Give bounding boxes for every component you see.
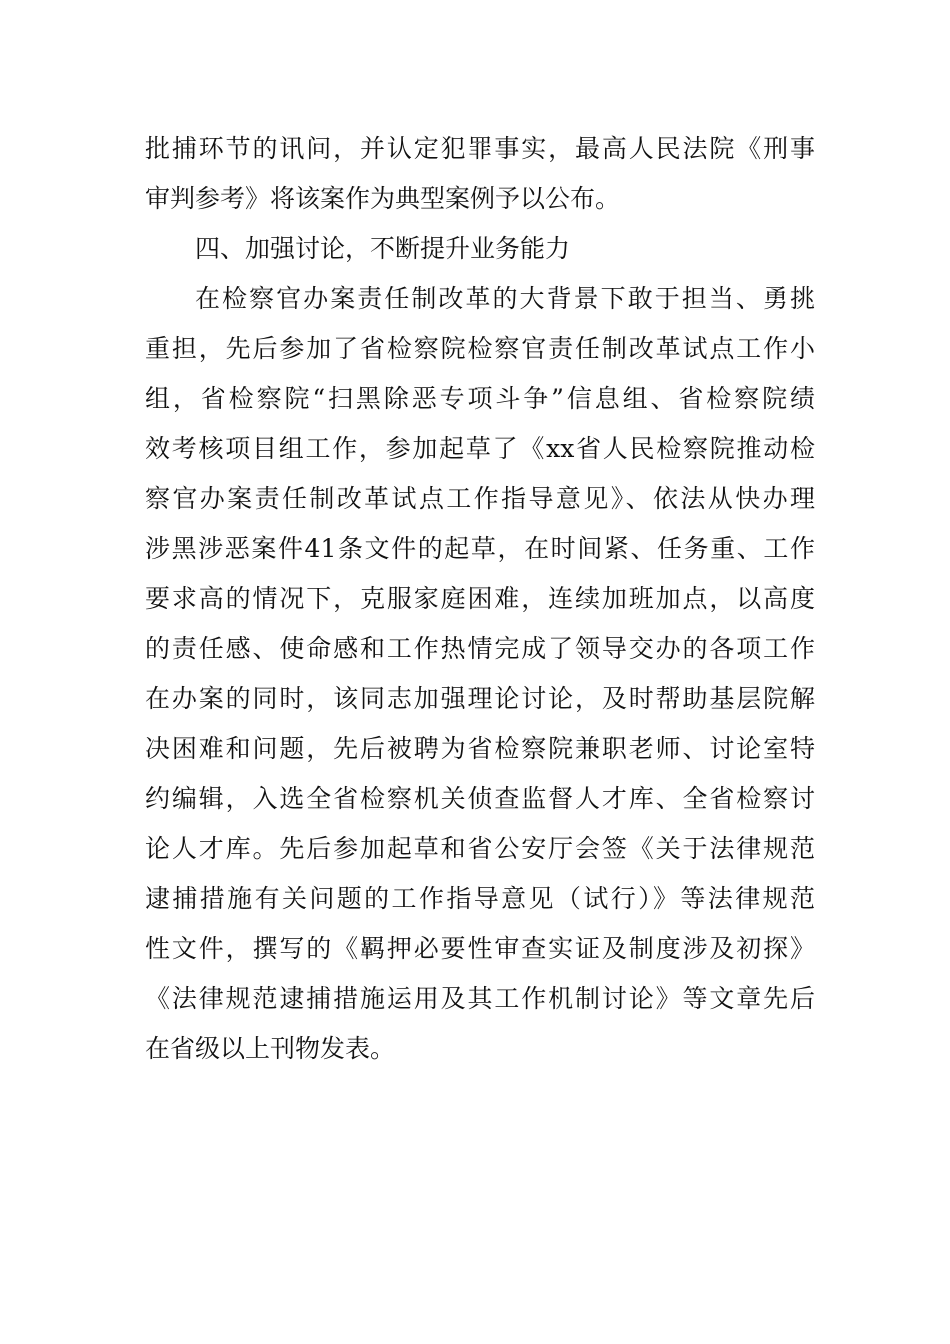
paragraph-first-line: 在检察官办案责任制改革的大背景下敢于担当、勇挑 bbox=[195, 284, 815, 313]
text-line-17: 性文件，撰写的《羁押必要性审查实证及制度涉及初探》 bbox=[145, 934, 815, 963]
text-line-14: 约编辑，入选全省检察机关侦查监督人才库、全省检察讨 bbox=[145, 784, 815, 813]
text-line-5: 重担，先后参加了省检察院检察官责任制改革试点工作小 bbox=[145, 334, 815, 363]
text-line-8: 察官办案责任制改革试点工作指导意见》、依法从快办理 bbox=[145, 484, 815, 513]
text-line-19: 在省级以上刊物发表。 bbox=[145, 1034, 396, 1063]
text-line-2: 审判参考》将该案作为典型案例予以公布。 bbox=[145, 184, 621, 213]
text-line-16: 逮捕措施有关问题的工作指导意见（试行）》等法律规范 bbox=[145, 884, 815, 913]
text-line-1: 批捕环节的讯问，并认定犯罪事实，最高人民法院《刑事 bbox=[145, 134, 815, 163]
text-line-6: 组，省检察院“扫黑除恶专项斗争”信息组、省检察院绩 bbox=[145, 384, 815, 413]
text-line-12: 在办案的同时，该同志加强理论讨论，及时帮助基层院解 bbox=[145, 684, 815, 713]
text-line-7: 效考核项目组工作，参加起草了《xx省人民检察院推动检 bbox=[145, 434, 815, 463]
text-line-15: 论人才库。先后参加起草和省公安厅会签《关于法律规范 bbox=[145, 834, 815, 863]
text-line-9: 涉黑涉恶案件41条文件的起草，在时间紧、任务重、工作 bbox=[145, 534, 815, 563]
section-heading: 四、加强讨论，不断提升业务能力 bbox=[195, 234, 571, 263]
text-line-10: 要求高的情况下，克服家庭困难，连续加班加点，以高度 bbox=[145, 584, 815, 613]
text-line-11: 的责任感、使命感和工作热情完成了领导交办的各项工作 bbox=[145, 634, 815, 663]
body-text bbox=[145, 124, 815, 1074]
text-line-18: 《法律规范逮捕措施运用及其工作机制讨论》等文章先后 bbox=[145, 984, 815, 1013]
text-line-13: 决困难和问题，先后被聘为省检察院兼职老师、讨论室特 bbox=[145, 734, 815, 763]
